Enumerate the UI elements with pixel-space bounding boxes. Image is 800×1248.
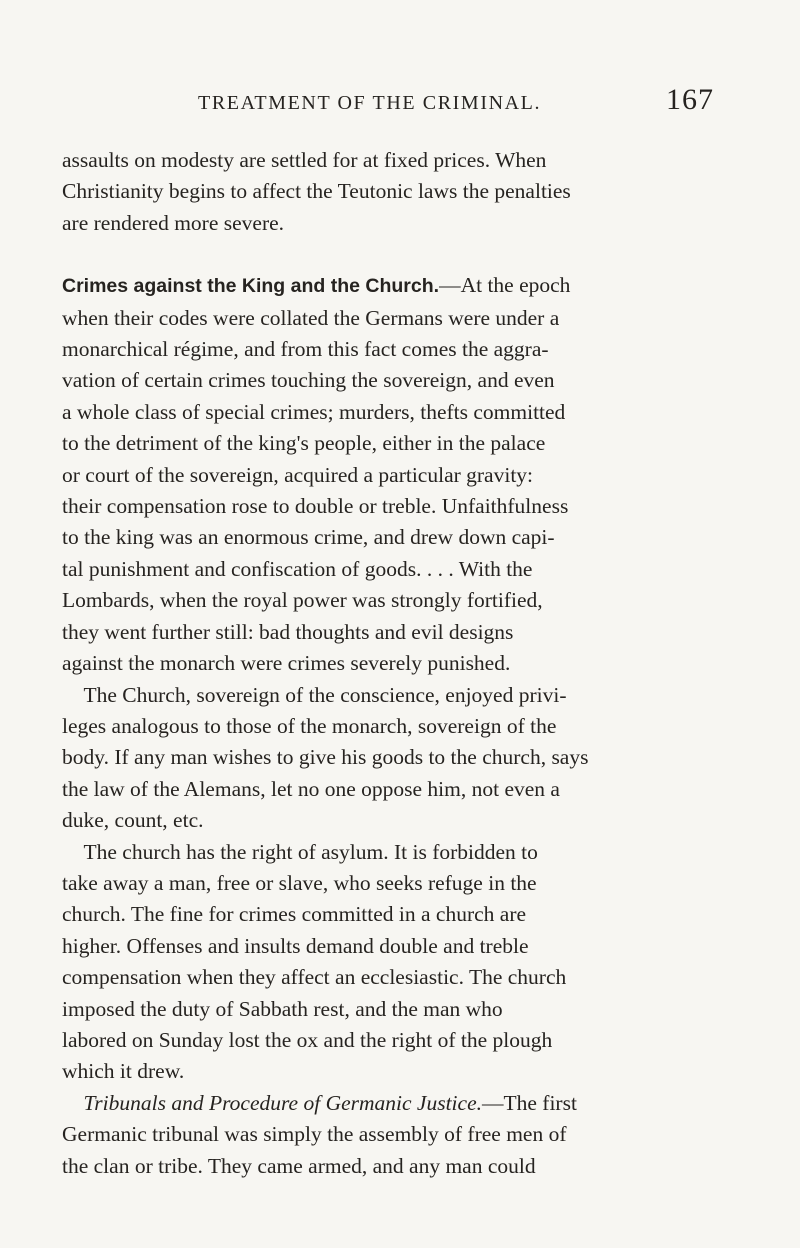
- paragraph-3: The Church, sovereign of the conscience, enjoyed privi- leges analogous to those of the monarch, sovereign of the body. If any man wishes to give his goods to the church, says the law of the Alemans, let no one oppose him, not even a duke, count, etc.: [62, 682, 589, 833]
- page-header: [0, 84, 800, 124]
- body-text: [62, 145, 732, 1182]
- section-heading-crimes: Crimes against the King and the Church.: [62, 275, 440, 298]
- paragraph-4: The church has the right of asylum. It is forbidden to take away a man, free or slave, who seeks refuge in the church. The fine for crimes committed in a church are higher. Offenses and insults demand double and treble compensation when they affect an ecclesiastic. The church imposed the duty of Sabbath rest, and the man who labored on Sunday lost the ox and the right of the plough which it drew.: [62, 839, 567, 1084]
- page-number: 167: [666, 83, 714, 116]
- paragraph-2: Crimes against the King and the Church.—At the epoch when their codes were collated the Germans were under a monarchical régime, and from this fact comes the aggra- vation of certain crimes touching the sovereign, and even a whole class of special crimes; murders, thefts committed to the detriment of the king's people, either in the palace or court of the sovereign, acquired a particular gravity: their compensation rose to double or treble. Unfaithfulness to the king was an enormous crime, and drew down capi- tal punishment and confiscation of goods. . . . With the Lombards, when the royal power was strongly fortified, they went further still: bad thoughts and evil designs against the monarch were crimes severely punished.: [62, 273, 571, 676]
- section-heading-tribunals: Tribunals and Procedure of Germanic Justice.: [83, 1090, 482, 1115]
- paragraph-5: Tribunals and Procedure of Germanic Justice.—The first Germanic tribunal was simply the assembly of free men of the clan or tribe. They came armed, and any man could: [62, 1090, 577, 1178]
- paragraph-1: assaults on modesty are settled for at fixed prices. When Christianity begins to affect the Teutonic laws the penalties are rendered more severe.: [62, 148, 571, 235]
- running-title: TREATMENT OF THE CRIMINAL.: [198, 92, 542, 114]
